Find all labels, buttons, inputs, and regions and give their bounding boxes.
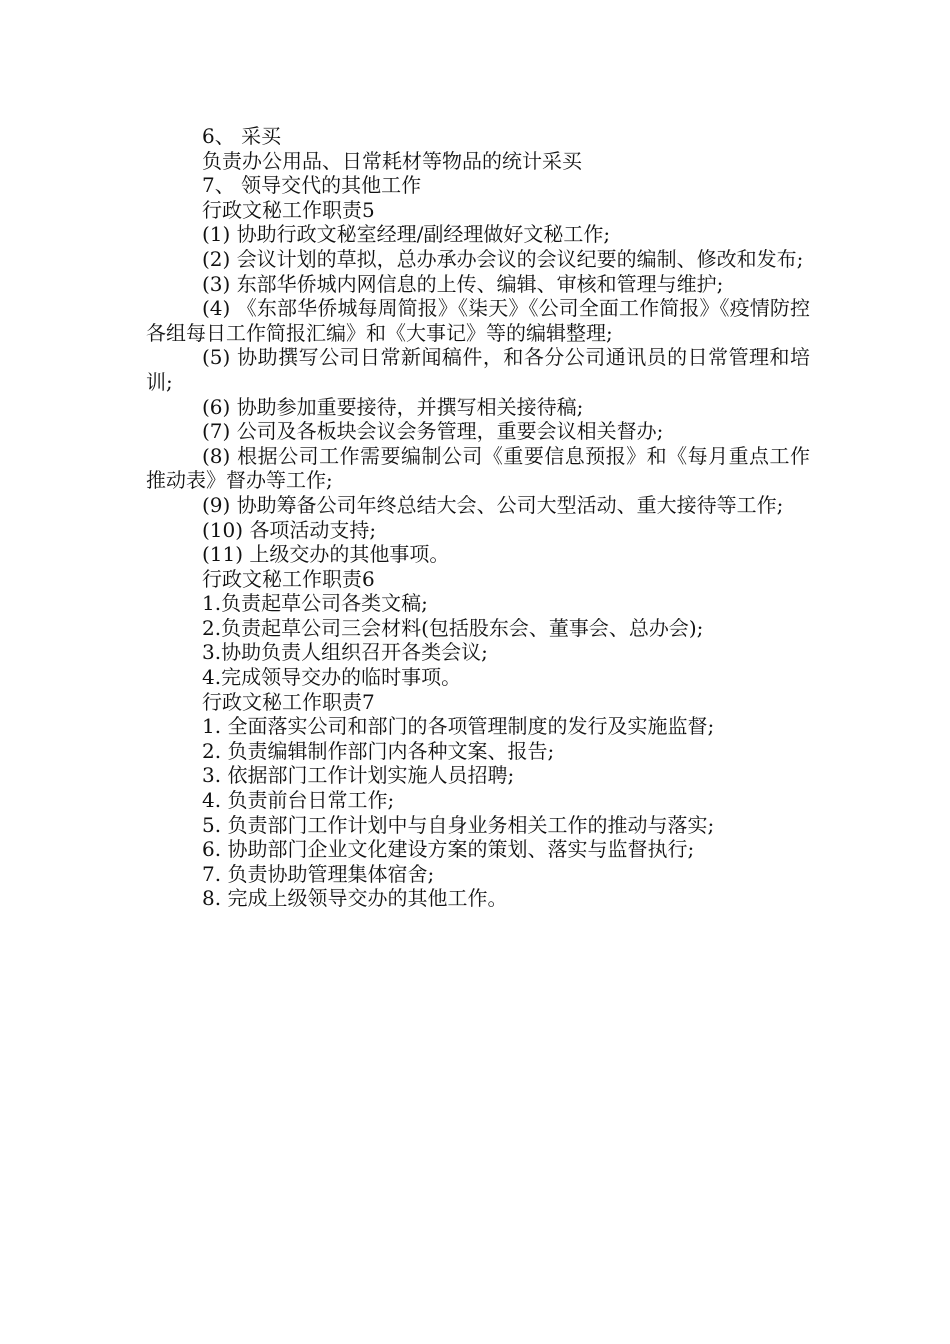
paragraph: 负责办公用品、日常耗材等物品的统计采买 bbox=[202, 148, 582, 173]
paragraph: 5. 负责部门工作计划中与自身业务相关工作的推动与落实; bbox=[202, 812, 715, 837]
paragraph: (6) 协助参加重要接待，并撰写相关接待稿; bbox=[202, 394, 584, 419]
paragraph: (10) 各项活动支持; bbox=[202, 517, 377, 542]
paragraph: 2. 负责编辑制作部门内各种文案、报告; bbox=[202, 738, 555, 763]
paragraph: (1) 协助行政文秘室经理/副经理做好文秘工作; bbox=[202, 222, 611, 247]
paragraph: 3. 依据部门工作计划实施人员招聘; bbox=[202, 763, 515, 788]
paragraph: 4. 负责前台日常工作; bbox=[202, 788, 395, 813]
paragraph: 6、 采买 bbox=[202, 124, 282, 148]
paragraph: (3) 东部华侨城内网信息的上传、编辑、审核和管理与维护; bbox=[202, 271, 724, 296]
paragraph: (4) 《东部华侨城每周简报》《柒天》《公司全面工作简报》《疫情防控各组每日工作简报汇编》和《大事记》等的编辑整理; bbox=[146, 296, 810, 345]
paragraph: (7) 公司及各板块会议会务管理，重要会议相关督办; bbox=[202, 419, 664, 444]
section-heading: 行政文秘工作职责5 bbox=[202, 197, 375, 222]
paragraph: (2) 会议计划的草拟，总办承办会议的会议纪要的编制、修改和发布; bbox=[202, 246, 804, 271]
paragraph: (9) 协助筹备公司年终总结大会、公司大型活动、重大接待等工作; bbox=[202, 492, 784, 517]
section-heading: 行政文秘工作职责6 bbox=[202, 566, 375, 591]
paragraph: 7. 负责协助管理集体宿舍; bbox=[202, 861, 435, 886]
section-heading: 行政文秘工作职责7 bbox=[202, 689, 375, 714]
paragraph: (8) 根据公司工作需要编制公司《重要信息预报》和《每月重点工作推动表》督办等工作; bbox=[146, 443, 810, 493]
paragraph: 3.协助负责人组织召开各类会议; bbox=[202, 640, 488, 665]
paragraph: 1. 全面落实公司和部门的各项管理制度的发行及实施监督; bbox=[202, 714, 715, 739]
paragraph: 6. 协助部门企业文化建设方案的策划、落实与监督执行; bbox=[202, 837, 695, 862]
paragraph: 1.负责起草公司各类文稿; bbox=[202, 591, 428, 616]
paragraph: 2.负责起草公司三会材料(包括股东会、董事会、总办会); bbox=[202, 615, 704, 640]
paragraph: 7、 领导交代的其他工作 bbox=[202, 173, 422, 198]
paragraph: (5) 协助撰写公司日常新闻稿件，和各分公司通讯员的日常管理和培训; bbox=[146, 345, 810, 394]
paragraph: 8. 完成上级领导交办的其他工作。 bbox=[202, 886, 508, 911]
document-body bbox=[146, 124, 810, 911]
paragraph: 4.完成领导交办的临时事项。 bbox=[202, 665, 462, 690]
paragraph: (11) 上级交办的其他事项。 bbox=[202, 542, 450, 567]
